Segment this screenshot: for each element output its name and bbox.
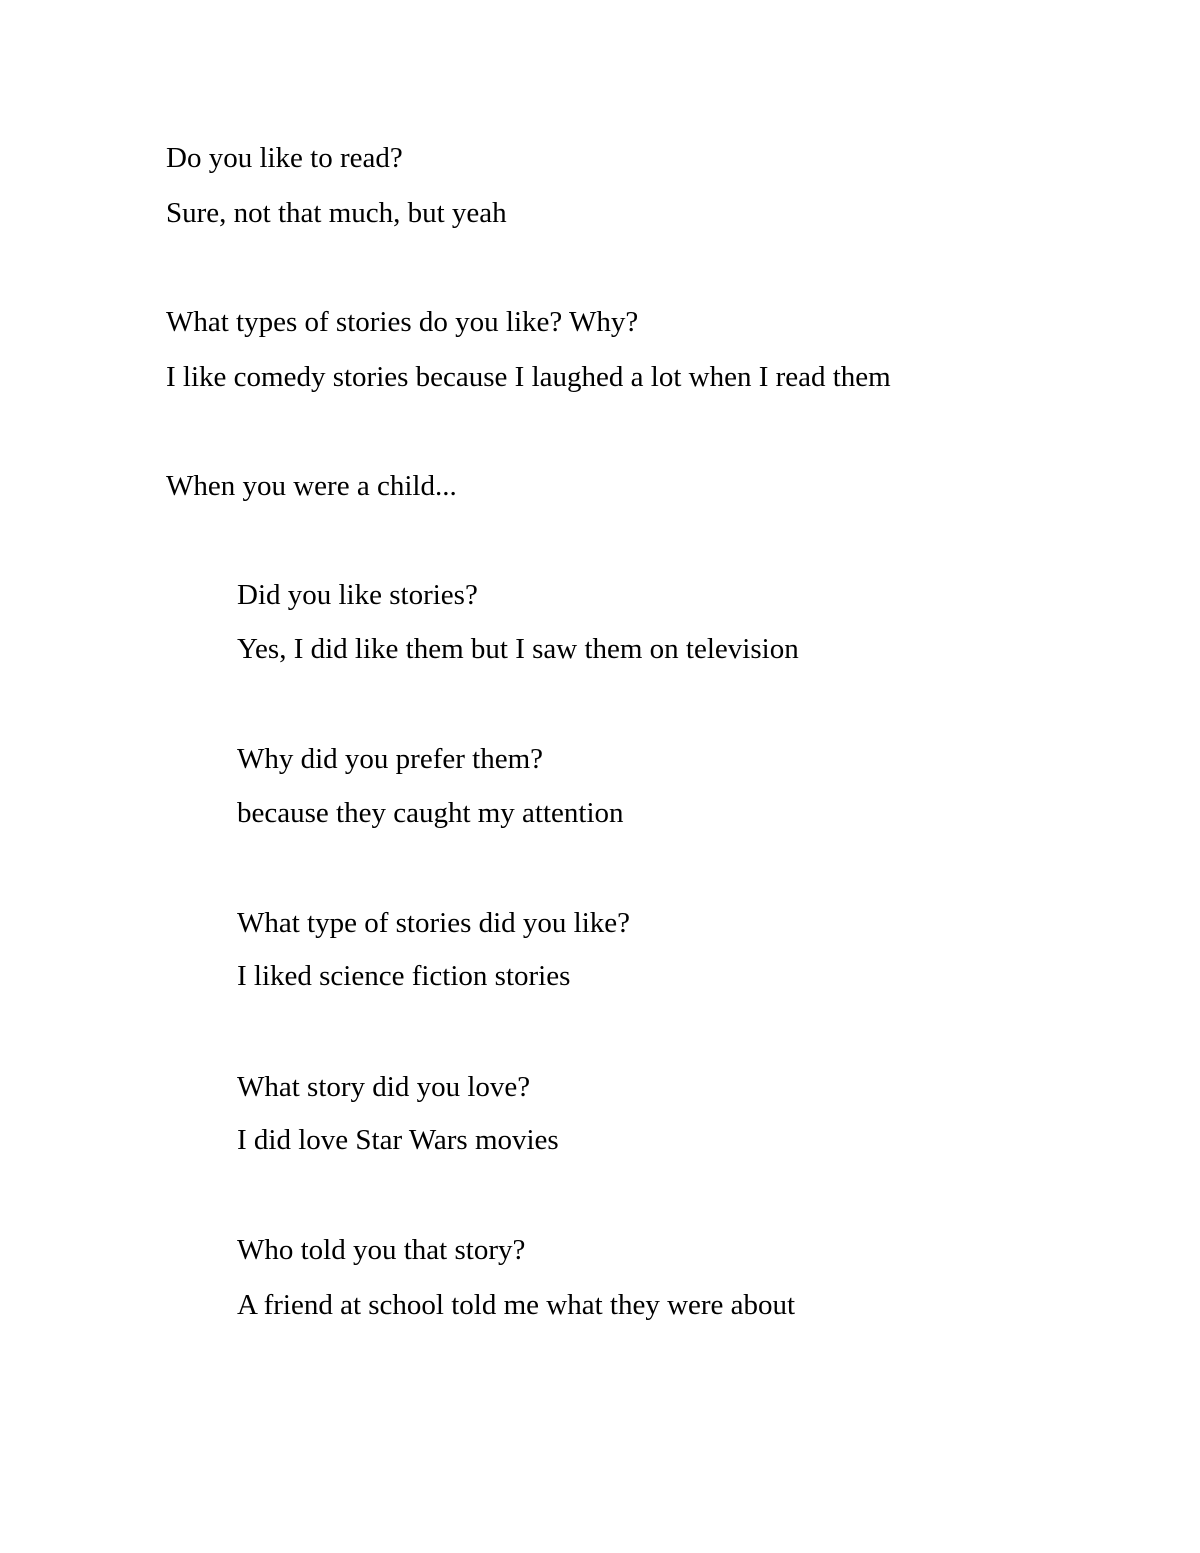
question-who-told: Who told you that story?: [237, 1234, 526, 1266]
question-loved-story: What story did you love?: [237, 1071, 531, 1103]
answer-prefer: because they caught my attention: [237, 797, 624, 829]
question-type-stories: What type of stories did you like?: [237, 907, 631, 939]
answer-type-stories: I liked science fiction stories: [237, 960, 571, 992]
question-read: Do you like to read?: [166, 142, 403, 174]
question-prefer: Why did you prefer them?: [237, 743, 544, 775]
answer-story-types: I like comedy stories because I laughed a lot when I read them: [166, 361, 891, 393]
answer-loved-story: I did love Star Wars movies: [237, 1124, 559, 1156]
childhood-heading: When you were a child...: [166, 470, 457, 502]
answer-like-stories: Yes, I did like them but I saw them on television: [237, 633, 799, 665]
answer-who-told: A friend at school told me what they were about: [237, 1289, 796, 1321]
question-like-stories: Did you like stories?: [237, 579, 478, 611]
answer-read: Sure, not that much, but yeah: [166, 197, 507, 229]
question-story-types: What types of stories do you like? Why?: [166, 306, 639, 338]
